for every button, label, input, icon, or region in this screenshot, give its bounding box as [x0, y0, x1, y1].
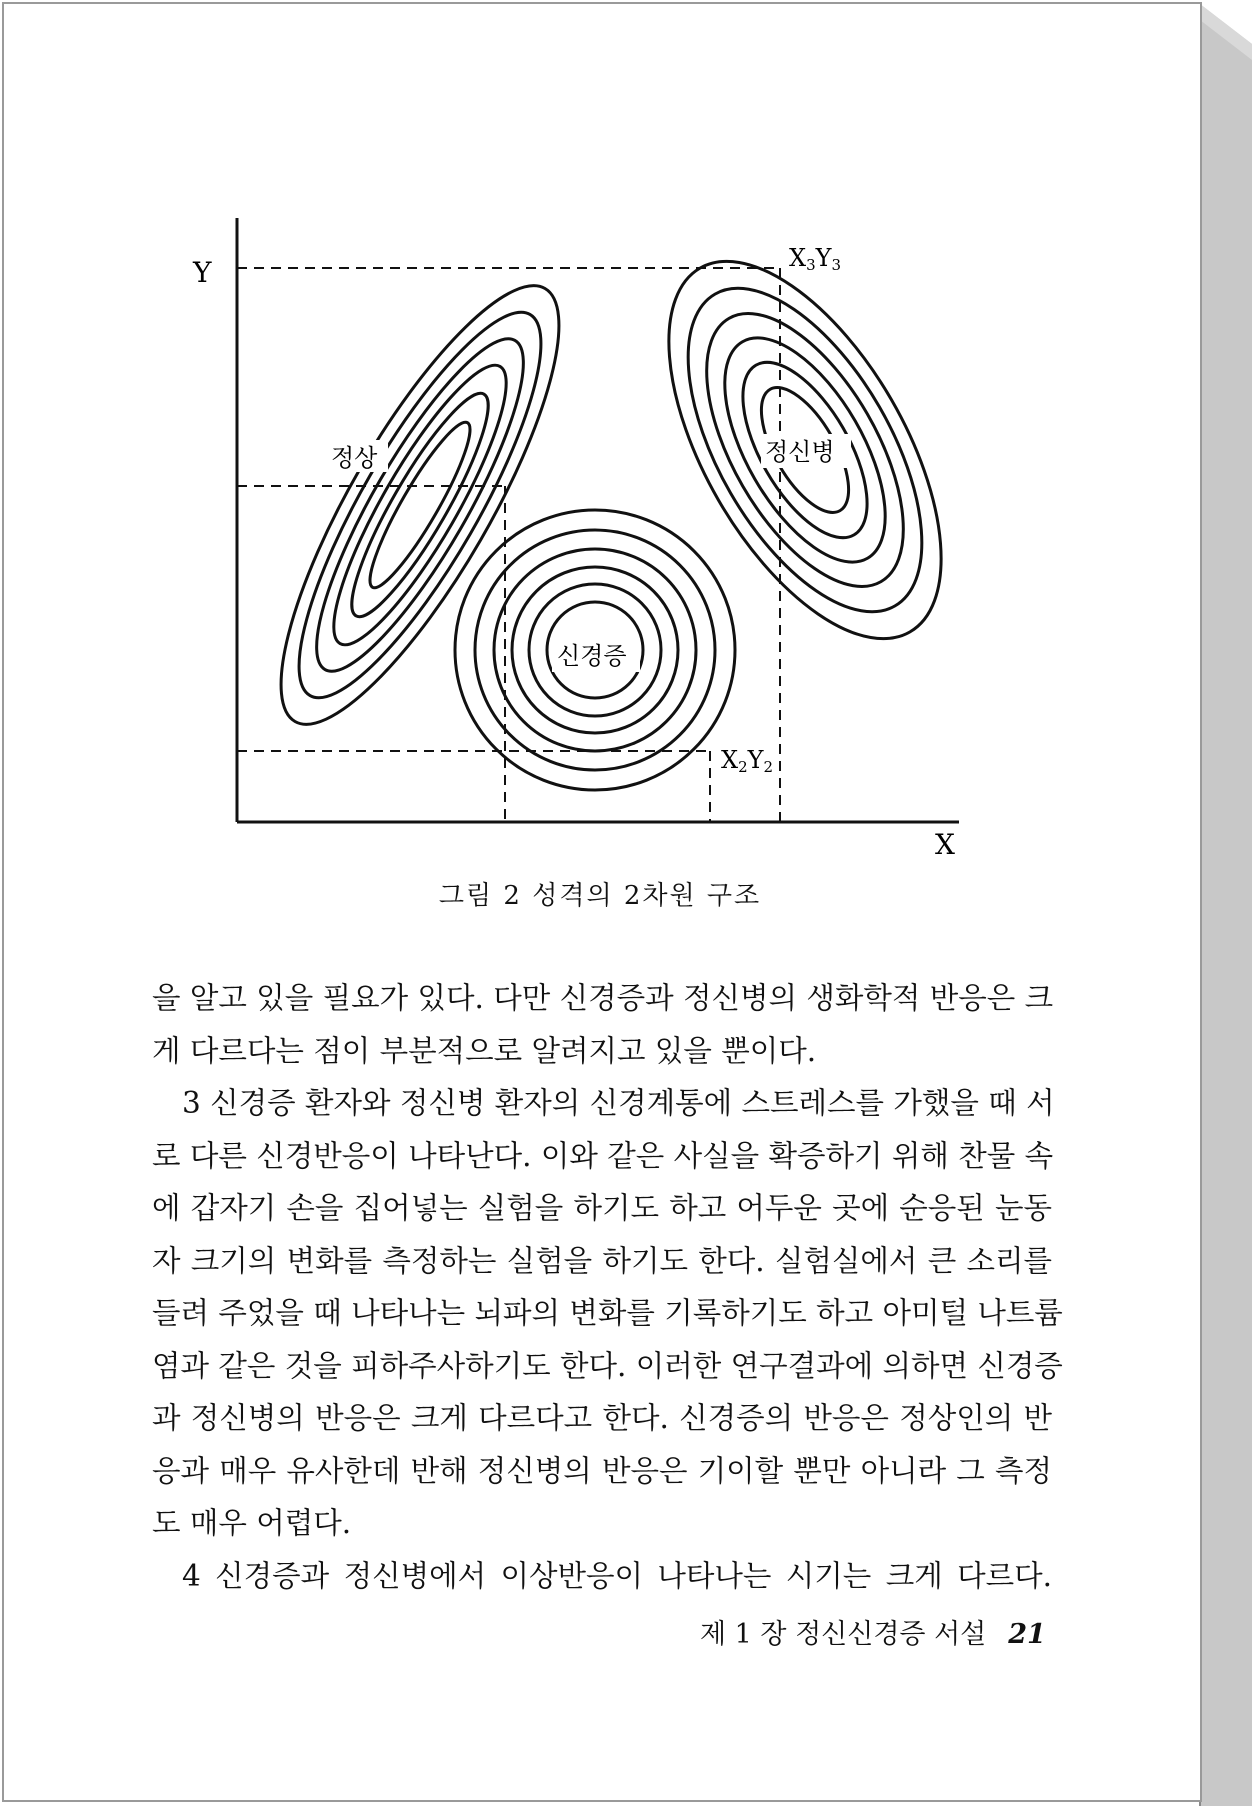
normal-contours: [234, 253, 605, 756]
text-line: 을 알고 있을 필요가 있다. 다만 신경증과 정신병의 생화학적 반응은 크: [152, 981, 1054, 1015]
x2y2-label: X2Y2: [721, 746, 774, 776]
personality-2d-structure-figure: [193, 218, 975, 861]
text-line: 자 크기의 변화를 측정하는 실험을 하기도 한다. 실험실에서 큰 소리를: [152, 1243, 1052, 1278]
text-line: 과 정신병의 반응은 크게 다르다고 한다. 신경증의 반응은 정상인의 반: [152, 1401, 1052, 1435]
figure-caption: 그림 2 성격의 2차원 구조: [438, 881, 762, 911]
page-number: 21: [1008, 1619, 1046, 1650]
dashed-guides: [237, 268, 780, 822]
text-line: 응과 매우 유사한데 반해 정신병의 반응은 기이할 뿐만 아니라 그 측정: [152, 1453, 1052, 1488]
text-line: 들려 주었을 때 나타나는 뇌파의 변화를 기록하기도 하고 아미털 나트륨: [152, 1296, 1063, 1330]
y-axis-label: Y: [193, 256, 212, 289]
figure-drawing: [193, 218, 975, 861]
psychosis-label: 정신병: [765, 438, 835, 466]
normal-label: 정상: [331, 444, 378, 472]
text-line: 게 다르다는 점이 부분적으로 알려지고 있을 뿐이다.: [152, 1033, 817, 1068]
chapter-title: 제 1 장 정신신경증 서설: [700, 1619, 987, 1650]
neurosis-label: 신경증: [557, 642, 627, 670]
text-line: 염과 같은 것을 피하주사하기도 한다. 이러한 연구결과에 의하면 신경증: [152, 1348, 1063, 1383]
text-line: 도 매우 어렵다.: [152, 1506, 352, 1540]
x-axis-label: X: [935, 828, 955, 861]
text-line: 3 신경증 환자와 정신병 환자의 신경계통에 스트레스를 가했을 때 서: [182, 1086, 1055, 1120]
body-text: [152, 972, 1063, 1602]
x3y3-label: X3Y3: [789, 244, 842, 274]
text-line: 로 다른 신경반응이 나타난다. 이와 같은 사실을 확증하기 위해 찬물 속: [152, 1138, 1054, 1173]
text-line: 4 신경증과 정신병에서 이상반응이 나타나는 시기는 크게 다르다.: [182, 1558, 1052, 1593]
text-line: 에 갑자기 손을 집어넣는 실험을 하기도 하고 어두운 곳에 순응된 눈동: [152, 1191, 1052, 1225]
page-footer: [700, 1612, 1046, 1651]
